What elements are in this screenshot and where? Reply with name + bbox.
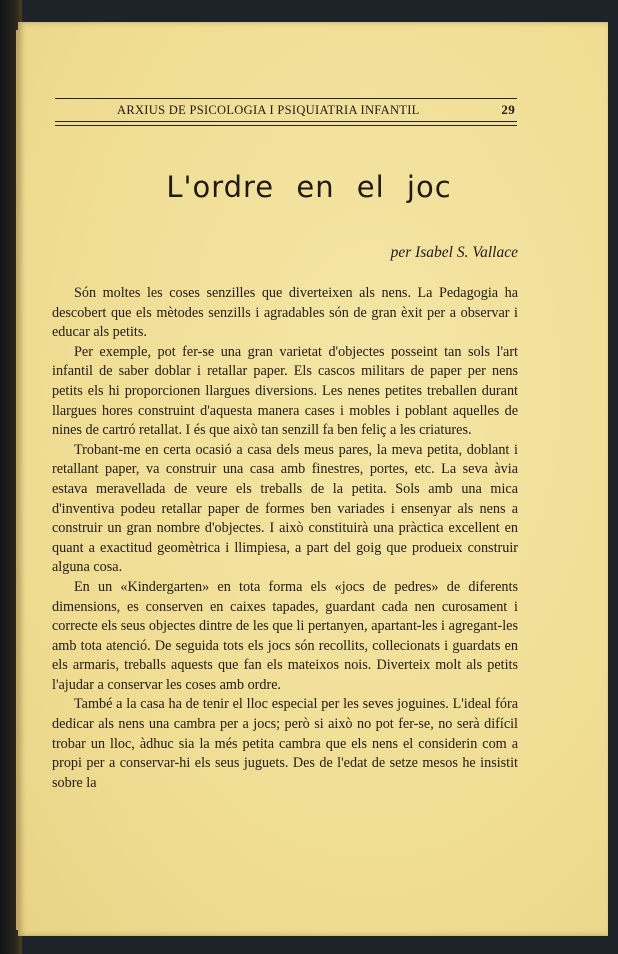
paragraph: Per exemple, pot fer-se una gran varietat d'objectes posseint tan sols l'art infantil de saber doblar i retallar paper. Els cascos militars de paper per nens petits els hi proporcionen llargues diversions. Les nenes petites treballen durant llargues hores construint d'aquesta manera cases i mobles i poblant aquelles de nines de cartró retallat. I és que això tan senzill fa ben feliç a les criatures. [52, 343, 518, 439]
article-title: L'ordre en el joc [166, 170, 452, 204]
paragraph: Són moltes les coses senzilles que diverteixen als nens. La Pedagogia ha descobert que els mètodes senzills i agradables són de gran èxit per a observar i educar als petits. [52, 285, 518, 341]
paragraph: En un «Kindergarten» en tota forma els «jocs de pedres» de diferents dimensions, es conserven en caixes tapades, guardant cada nen curosament i correcte els seus objectes dintre de les que li pertanyen, apartant-les i agregant-les amb tota atenció. De seguida tots els jocs són recollits, collecionats i guardats en els armaris, treballs aquests que fan els mateixos nois. Diverteix molt als petits l'ajudar a conservar les coses amb ordre. [52, 578, 518, 693]
header-rule-bottom [55, 121, 517, 122]
article-body [52, 284, 518, 793]
paragraph: També a la casa ha de tenir el lloc especial per les seves joguines. L'ideal fóra dedicar als nens una cambra per a jocs; però si això no pot fer-se, no serà difícil trobar un lloc, àdhuc sia la més petita cambra que els nens el considerin com a propi per a conservar-hi els seus juguets. Des de l'edat de setze mesos he insistit sobre la [52, 696, 518, 791]
page-number: 29 [501, 102, 515, 117]
paragraph: Trobant-me en certa ocasió a casa dels meus pares, la meva petita, doblant i retallant paper, va construir una casa amb finestres, portes, etc. La seva àvia estava meravellada de veure els treballs de la petita. Sols amb una mica d'inventiva podeu retallar paper de formes ben variades i ensenyar als nens a construir un gran nombre d'objectes. I això constituirà una pràctica excellent en quant a exactitud geomètrica i llimpiesa, a part del goig que produeix construir alguna cosa. [52, 441, 518, 576]
header-rule-bottom-2 [55, 125, 517, 126]
author-name: Isabel S. Vallace [415, 244, 518, 261]
header-rule-top [55, 98, 517, 99]
author-prefix: per [390, 244, 412, 261]
running-head-title: ARXIUS DE PSICOLOGIA I PSIQUIATRIA INFANTIL [117, 103, 420, 117]
article-author [391, 244, 518, 262]
running-head [55, 103, 517, 121]
